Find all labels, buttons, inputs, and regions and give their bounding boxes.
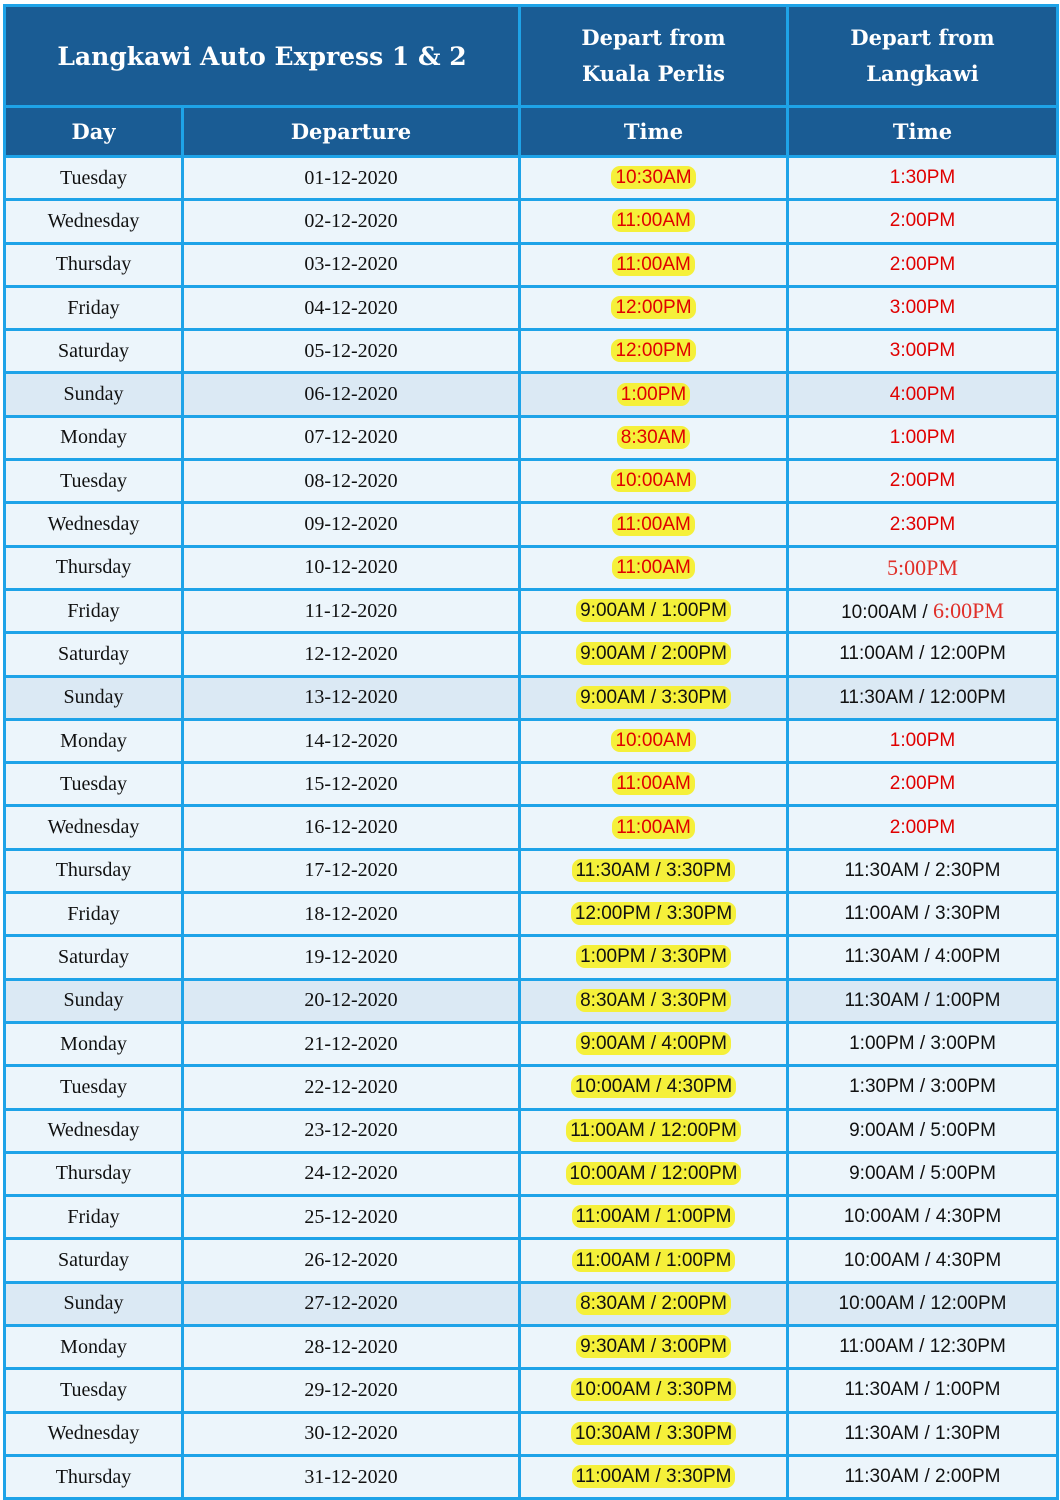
schedule-title: Langkawi Auto Express 1 & 2	[5, 6, 520, 107]
cell-time-langkawi	[788, 676, 1058, 719]
highlighted-time: 11:00AM	[612, 209, 695, 232]
ferry-schedule-table	[3, 4, 1059, 1500]
time-text: 1:30PM / 3:00PM	[849, 1076, 996, 1098]
cell-day: Thursday	[5, 1152, 183, 1195]
time-text: 11:30AM / 2:30PM	[844, 859, 1001, 881]
cell-day: Saturday	[5, 330, 183, 373]
cell-time-kuala-perlis	[520, 633, 788, 676]
time-text: 5:00PM	[887, 554, 958, 580]
cell-day: Thursday	[5, 546, 183, 589]
time-text: 3:00PM	[889, 297, 956, 319]
cell-departure-date: 15-12-2020	[183, 763, 520, 806]
cell-time-langkawi	[788, 1022, 1058, 1065]
column-header-time-langkawi: Time	[788, 107, 1058, 157]
cell-day: Thursday	[5, 1455, 183, 1498]
cell-day: Sunday	[5, 979, 183, 1022]
highlighted-time: 10:00AM / 4:30PM	[571, 1075, 736, 1098]
cell-time-kuala-perlis	[520, 330, 788, 373]
cell-day: Monday	[5, 1022, 183, 1065]
cell-departure-date: 27-12-2020	[183, 1282, 520, 1325]
table-row	[5, 719, 1058, 762]
cell-day: Wednesday	[5, 503, 183, 546]
cell-departure-date: 25-12-2020	[183, 1196, 520, 1239]
cell-day: Tuesday	[5, 1066, 183, 1109]
column-header-day: Day	[5, 107, 183, 157]
cell-time-langkawi	[788, 1412, 1058, 1455]
cell-departure-date: 17-12-2020	[183, 849, 520, 892]
cell-departure-date: 29-12-2020	[183, 1369, 520, 1412]
cell-time-kuala-perlis	[520, 1196, 788, 1239]
cell-departure-date: 28-12-2020	[183, 1326, 520, 1369]
cell-time-kuala-perlis	[520, 1326, 788, 1369]
cell-time-langkawi	[788, 1239, 1058, 1282]
cell-time-langkawi	[788, 1369, 1058, 1412]
cell-departure-date: 07-12-2020	[183, 416, 520, 459]
cell-time-kuala-perlis	[520, 243, 788, 286]
table-row	[5, 373, 1058, 416]
header-depart-kuala-perlis	[520, 6, 788, 107]
cell-departure-date: 21-12-2020	[183, 1022, 520, 1065]
cell-time-langkawi	[788, 1109, 1058, 1152]
cell-day: Monday	[5, 416, 183, 459]
cell-time-kuala-perlis	[520, 416, 788, 459]
cell-time-kuala-perlis	[520, 1282, 788, 1325]
cell-time-kuala-perlis	[520, 719, 788, 762]
column-header-departure: Departure	[183, 107, 520, 157]
cell-time-kuala-perlis	[520, 503, 788, 546]
cell-time-langkawi	[788, 589, 1058, 632]
cell-departure-date: 26-12-2020	[183, 1239, 520, 1282]
cell-departure-date: 23-12-2020	[183, 1109, 520, 1152]
cell-time-kuala-perlis	[520, 373, 788, 416]
table-row	[5, 1239, 1058, 1282]
cell-departure-date: 01-12-2020	[183, 157, 520, 200]
cell-departure-date: 05-12-2020	[183, 330, 520, 373]
cell-time-kuala-perlis	[520, 1239, 788, 1282]
cell-time-kuala-perlis	[520, 589, 788, 632]
table-row	[5, 1282, 1058, 1325]
cell-day: Thursday	[5, 243, 183, 286]
highlighted-time: 10:00AM / 12:00PM	[566, 1162, 742, 1185]
cell-time-kuala-perlis	[520, 1152, 788, 1195]
highlighted-time: 8:30AM / 2:00PM	[576, 1292, 731, 1315]
cell-day: Tuesday	[5, 157, 183, 200]
table-row	[5, 546, 1058, 589]
cell-departure-date: 12-12-2020	[183, 633, 520, 676]
highlighted-time: 8:30AM	[617, 426, 690, 449]
header-depart-lk-line2: Langkawi	[866, 61, 979, 86]
time-text: 1:00PM	[889, 426, 956, 448]
table-row	[5, 936, 1058, 979]
cell-time-langkawi	[788, 1196, 1058, 1239]
cell-time-kuala-perlis	[520, 1455, 788, 1498]
highlighted-time: 11:00AM	[612, 772, 695, 795]
highlighted-time: 10:30AM	[611, 166, 695, 189]
cell-time-langkawi	[788, 546, 1058, 589]
time-text: 11:30AM / 1:00PM	[844, 989, 1001, 1011]
table-row	[5, 849, 1058, 892]
table-row	[5, 1152, 1058, 1195]
cell-departure-date: 02-12-2020	[183, 200, 520, 243]
cell-time-kuala-perlis	[520, 979, 788, 1022]
table-row	[5, 1196, 1058, 1239]
table-row	[5, 286, 1058, 329]
cell-time-kuala-perlis	[520, 806, 788, 849]
time-text: 2:00PM	[889, 773, 956, 795]
time-text: 11:00AM / 12:00PM	[839, 643, 1006, 665]
time-text: 10:00AM / 4:30PM	[843, 1249, 1002, 1271]
table-row	[5, 1326, 1058, 1369]
highlighted-time: 1:00PM	[617, 383, 690, 406]
cell-time-kuala-perlis	[520, 1066, 788, 1109]
cell-day: Saturday	[5, 1239, 183, 1282]
table-row	[5, 1066, 1058, 1109]
cell-departure-date: 08-12-2020	[183, 460, 520, 503]
highlighted-time: 11:00AM	[612, 253, 695, 276]
highlighted-time: 11:30AM / 3:30PM	[572, 859, 736, 882]
cell-time-langkawi	[788, 286, 1058, 329]
highlighted-time: 9:00AM / 4:00PM	[576, 1032, 731, 1055]
cell-day: Tuesday	[5, 460, 183, 503]
cell-departure-date: 14-12-2020	[183, 719, 520, 762]
time-text: 4:00PM	[889, 383, 956, 405]
time-text: 2:00PM	[889, 253, 956, 275]
highlighted-time: 11:00AM / 3:30PM	[572, 1465, 736, 1488]
cell-day: Tuesday	[5, 763, 183, 806]
header-depart-kp-line2: Kuala Perlis	[582, 61, 726, 86]
cell-time-kuala-perlis	[520, 1022, 788, 1065]
header-depart-lk-line1: Depart from	[850, 25, 995, 50]
time-text: 11:00AM / 3:30PM	[844, 903, 1001, 925]
table-row	[5, 503, 1058, 546]
cell-time-langkawi	[788, 1282, 1058, 1325]
cell-departure-date: 20-12-2020	[183, 979, 520, 1022]
highlighted-time: 11:00AM / 1:00PM	[572, 1249, 736, 1272]
highlighted-time: 9:30AM / 3:00PM	[576, 1335, 731, 1358]
cell-departure-date: 19-12-2020	[183, 936, 520, 979]
cell-day: Wednesday	[5, 1412, 183, 1455]
cell-day: Friday	[5, 893, 183, 936]
table-row	[5, 157, 1058, 200]
column-header-row	[5, 107, 1058, 157]
cell-time-langkawi	[788, 1152, 1058, 1195]
cell-time-langkawi	[788, 416, 1058, 459]
highlighted-time: 11:00AM	[612, 513, 695, 536]
cell-departure-date: 11-12-2020	[183, 589, 520, 632]
time-text: 9:00AM / 5:00PM	[849, 1119, 996, 1141]
cell-time-kuala-perlis	[520, 1109, 788, 1152]
cell-departure-date: 06-12-2020	[183, 373, 520, 416]
cell-day: Wednesday	[5, 200, 183, 243]
cell-time-langkawi	[788, 719, 1058, 762]
time-text: 2:30PM	[889, 513, 956, 535]
time-text: 11:30AM / 2:00PM	[844, 1466, 1001, 1488]
cell-departure-date: 22-12-2020	[183, 1066, 520, 1109]
cell-time-kuala-perlis	[520, 286, 788, 329]
time-text: 10:00AM / 4:30PM	[843, 1206, 1002, 1228]
highlighted-time: 11:00AM	[612, 556, 695, 579]
table-row	[5, 1369, 1058, 1412]
table-row	[5, 893, 1058, 936]
table-row	[5, 416, 1058, 459]
header-depart-langkawi	[788, 6, 1058, 107]
table-row	[5, 979, 1058, 1022]
time-text: 1:00PM	[889, 730, 956, 751]
highlighted-time: 11:00AM / 12:00PM	[566, 1119, 741, 1142]
table-row	[5, 243, 1058, 286]
cell-day: Friday	[5, 1196, 183, 1239]
highlighted-time: 9:00AM / 1:00PM	[576, 599, 731, 622]
time-text: 1:30PM	[889, 167, 956, 189]
time-text: 10:00AM /	[841, 602, 933, 624]
time-text: 2:00PM	[889, 210, 956, 232]
cell-time-kuala-perlis	[520, 546, 788, 589]
highlighted-time: 10:00AM	[611, 469, 695, 492]
highlighted-time: 10:30AM / 3:30PM	[571, 1422, 736, 1445]
cell-departure-date: 24-12-2020	[183, 1152, 520, 1195]
time-text: 2:00PM	[889, 470, 956, 492]
cell-time-kuala-perlis	[520, 200, 788, 243]
cell-time-langkawi	[788, 460, 1058, 503]
cell-time-langkawi	[788, 1455, 1058, 1498]
time-text: 11:30AM / 1:00PM	[844, 1379, 1001, 1401]
time-text: 11:30AM / 4:00PM	[844, 946, 1001, 968]
cell-day: Tuesday	[5, 1369, 183, 1412]
time-text-extra: 6:00PM	[933, 598, 1004, 624]
cell-day: Friday	[5, 286, 183, 329]
cell-time-langkawi	[788, 1326, 1058, 1369]
cell-departure-date: 03-12-2020	[183, 243, 520, 286]
cell-time-langkawi	[788, 633, 1058, 676]
cell-day: Wednesday	[5, 806, 183, 849]
cell-day: Saturday	[5, 936, 183, 979]
cell-time-langkawi	[788, 330, 1058, 373]
cell-time-kuala-perlis	[520, 936, 788, 979]
highlighted-time: 9:00AM / 2:00PM	[576, 642, 731, 665]
header-depart-kp-line1: Depart from	[581, 25, 726, 50]
cell-departure-date: 04-12-2020	[183, 286, 520, 329]
highlighted-time: 9:00AM / 3:30PM	[576, 686, 731, 709]
cell-day: Wednesday	[5, 1109, 183, 1152]
highlighted-time: 10:00AM	[611, 729, 695, 752]
schedule-body	[5, 157, 1058, 1499]
cell-time-langkawi	[788, 893, 1058, 936]
cell-day: Sunday	[5, 676, 183, 719]
cell-time-kuala-perlis	[520, 1369, 788, 1412]
cell-time-kuala-perlis	[520, 157, 788, 200]
time-text: 1:00PM / 3:00PM	[849, 1033, 996, 1055]
time-text: 10:00AM / 12:00PM	[838, 1292, 1007, 1314]
time-text: 3:00PM	[889, 340, 956, 362]
cell-day: Monday	[5, 1326, 183, 1369]
cell-time-langkawi	[788, 979, 1058, 1022]
table-row	[5, 1412, 1058, 1455]
table-row	[5, 330, 1058, 373]
time-text: 9:00AM / 5:00PM	[849, 1162, 996, 1184]
table-row	[5, 763, 1058, 806]
cell-time-langkawi	[788, 763, 1058, 806]
highlighted-time: 11:00AM	[612, 816, 695, 839]
table-row	[5, 633, 1058, 676]
column-header-time-kuala-perlis: Time	[520, 107, 788, 157]
time-text: 11:00AM / 12:30PM	[839, 1336, 1006, 1358]
cell-departure-date: 09-12-2020	[183, 503, 520, 546]
cell-day: Friday	[5, 589, 183, 632]
highlighted-time: 12:00PM	[611, 296, 695, 319]
cell-departure-date: 18-12-2020	[183, 893, 520, 936]
title-row	[5, 6, 1058, 107]
cell-day: Sunday	[5, 373, 183, 416]
table-row	[5, 200, 1058, 243]
cell-time-kuala-perlis	[520, 849, 788, 892]
cell-day: Saturday	[5, 633, 183, 676]
cell-time-langkawi	[788, 157, 1058, 200]
highlighted-time: 1:00PM / 3:30PM	[576, 945, 731, 968]
cell-departure-date: 13-12-2020	[183, 676, 520, 719]
table-row	[5, 460, 1058, 503]
cell-time-langkawi	[788, 1066, 1058, 1109]
highlighted-time: 8:30AM / 3:30PM	[576, 989, 731, 1012]
table-row	[5, 1109, 1058, 1152]
cell-day: Thursday	[5, 849, 183, 892]
cell-time-langkawi	[788, 243, 1058, 286]
cell-day: Monday	[5, 719, 183, 762]
cell-time-langkawi	[788, 806, 1058, 849]
cell-time-langkawi	[788, 200, 1058, 243]
cell-departure-date: 10-12-2020	[183, 546, 520, 589]
cell-time-langkawi	[788, 373, 1058, 416]
cell-time-langkawi	[788, 936, 1058, 979]
cell-time-kuala-perlis	[520, 893, 788, 936]
cell-time-langkawi	[788, 849, 1058, 892]
cell-day: Sunday	[5, 1282, 183, 1325]
highlighted-time: 12:00PM / 3:30PM	[571, 902, 736, 925]
table-row	[5, 676, 1058, 719]
cell-departure-date: 31-12-2020	[183, 1455, 520, 1498]
table-row	[5, 1455, 1058, 1498]
table-row	[5, 806, 1058, 849]
cell-departure-date: 30-12-2020	[183, 1412, 520, 1455]
highlighted-time: 12:00PM	[611, 339, 695, 362]
cell-time-kuala-perlis	[520, 460, 788, 503]
table-row	[5, 1022, 1058, 1065]
table-row	[5, 589, 1058, 632]
time-text: 2:00PM	[889, 816, 956, 838]
time-text: 11:30AM / 1:30PM	[844, 1422, 1001, 1444]
cell-time-kuala-perlis	[520, 1412, 788, 1455]
cell-time-kuala-perlis	[520, 676, 788, 719]
highlighted-time: 10:00AM / 3:30PM	[571, 1378, 736, 1401]
cell-departure-date: 16-12-2020	[183, 806, 520, 849]
time-text: 11:30AM / 12:00PM	[839, 686, 1006, 708]
cell-time-langkawi	[788, 503, 1058, 546]
highlighted-time: 11:00AM / 1:00PM	[572, 1205, 736, 1228]
cell-time-kuala-perlis	[520, 763, 788, 806]
